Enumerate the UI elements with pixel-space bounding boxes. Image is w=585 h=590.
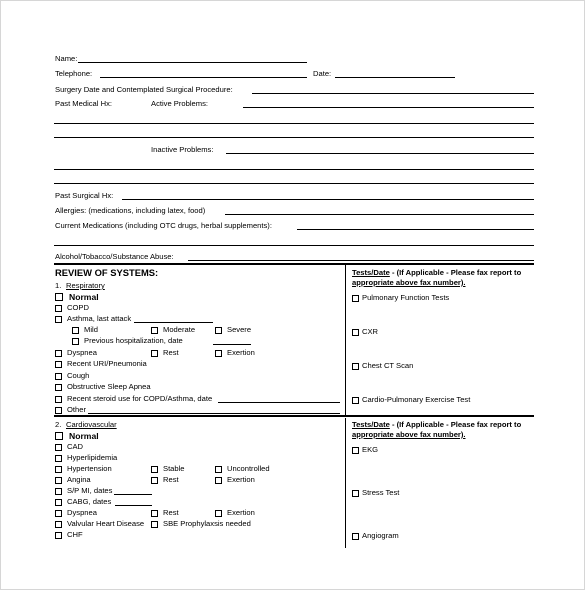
medications-line-2[interactable] bbox=[54, 245, 534, 246]
active-problems-label: Active Problems: bbox=[151, 99, 208, 108]
angina-exertion-label: Exertion bbox=[227, 475, 255, 484]
moderate-checkbox[interactable] bbox=[151, 327, 158, 334]
cabg-label: CABG, dates bbox=[67, 497, 112, 506]
cardio-tests-header-line2: appropriate above fax number). bbox=[352, 430, 466, 439]
chest-ct-checkbox[interactable] bbox=[352, 363, 359, 370]
medications-field[interactable] bbox=[297, 229, 534, 230]
cardio-dyspnea-exertion-checkbox[interactable] bbox=[215, 510, 222, 517]
recent-uri-label: Recent URI/Pneumonia bbox=[67, 359, 147, 368]
ros-title: REVIEW OF SYSTEMS: bbox=[55, 267, 159, 278]
cardio-heading: Cardiovascular bbox=[66, 420, 117, 429]
prev-hosp-label: Previous hospitalization, date bbox=[84, 336, 183, 345]
chf-checkbox[interactable] bbox=[55, 532, 62, 539]
dyspnea-checkbox[interactable] bbox=[55, 350, 62, 357]
cxr-checkbox[interactable] bbox=[352, 329, 359, 336]
inactive-problems-label: Inactive Problems: bbox=[151, 145, 214, 154]
dyspnea-rest-checkbox[interactable] bbox=[151, 350, 158, 357]
cardio-dyspnea-exertion-label: Exertion bbox=[227, 508, 255, 517]
section-rule bbox=[54, 415, 534, 417]
sbe-checkbox[interactable] bbox=[151, 521, 158, 528]
cardio-tests-header bbox=[352, 420, 521, 430]
htn-uncontrolled-label: Uncontrolled bbox=[227, 464, 270, 473]
htn-uncontrolled-checkbox[interactable] bbox=[215, 466, 222, 473]
date-field[interactable] bbox=[335, 77, 455, 78]
name-field[interactable] bbox=[78, 62, 307, 63]
medications-label: Current Medications (including OTC drugs, herbal supplements): bbox=[55, 221, 272, 230]
allergies-label: Allergies: (medications, including latex, food) bbox=[55, 206, 206, 215]
cardio-tests-header-prefix: Tests/Date bbox=[352, 420, 390, 429]
cardio-dyspnea-rest-checkbox[interactable] bbox=[151, 510, 158, 517]
telephone-field[interactable] bbox=[100, 77, 307, 78]
active-problems-line-2[interactable] bbox=[54, 123, 534, 124]
resp-tests-header-note: - (If Applicable - Please fax report to bbox=[389, 268, 522, 277]
column-divider bbox=[345, 265, 346, 415]
resp-tests-header-line2: appropriate above fax number). bbox=[352, 278, 466, 287]
hyperlipidemia-checkbox[interactable] bbox=[55, 455, 62, 462]
asthma-checkbox[interactable] bbox=[55, 316, 62, 323]
chf-label: CHF bbox=[67, 530, 83, 539]
dyspnea-exertion-label: Exertion bbox=[227, 348, 255, 357]
dyspnea-rest-label: Rest bbox=[163, 348, 179, 357]
dyspnea-label: Dyspnea bbox=[67, 348, 97, 357]
severe-checkbox[interactable] bbox=[215, 327, 222, 334]
angiogram-label: Angiogram bbox=[362, 531, 399, 540]
cardio-normal-label: Normal bbox=[69, 431, 99, 441]
cough-checkbox[interactable] bbox=[55, 373, 62, 380]
surgery-field[interactable] bbox=[252, 93, 534, 94]
section-rule bbox=[54, 263, 534, 265]
mild-label: Mild bbox=[84, 325, 98, 334]
recent-uri-checkbox[interactable] bbox=[55, 361, 62, 368]
respiratory-number: 1. bbox=[55, 281, 62, 290]
cardio-dyspnea-label: Dyspnea bbox=[67, 508, 97, 517]
smi-label: S/P MI, dates bbox=[67, 486, 113, 495]
cad-label: CAD bbox=[67, 442, 84, 451]
name-label: Name: bbox=[55, 54, 78, 63]
cardio-dyspnea-checkbox[interactable] bbox=[55, 510, 62, 517]
resp-normal-checkbox[interactable] bbox=[55, 293, 63, 301]
other-label: Other bbox=[67, 405, 86, 414]
allergies-field[interactable] bbox=[225, 214, 534, 215]
cxr-label: CXR bbox=[362, 327, 379, 336]
copd-checkbox[interactable] bbox=[55, 305, 62, 312]
cabg-dates-field[interactable] bbox=[115, 505, 152, 506]
moderate-label: Moderate bbox=[163, 325, 196, 334]
surgery-label: Surgery Date and Contemplated Surgical Procedure: bbox=[55, 85, 233, 94]
cabg-checkbox[interactable] bbox=[55, 499, 62, 506]
hyperlipidemia-label: Hyperlipidemia bbox=[67, 453, 118, 462]
asthma-label: Asthma, last attack bbox=[67, 314, 132, 323]
inactive-problems-field[interactable] bbox=[226, 153, 534, 154]
inactive-problems-line-2[interactable] bbox=[54, 169, 534, 170]
osa-checkbox[interactable] bbox=[55, 384, 62, 391]
cardio-number: 2. bbox=[55, 420, 62, 429]
pmh-label: Past Medical Hx: bbox=[55, 99, 112, 108]
stress-test-checkbox[interactable] bbox=[352, 490, 359, 497]
hypertension-checkbox[interactable] bbox=[55, 466, 62, 473]
steroid-date-field[interactable] bbox=[218, 402, 340, 403]
active-problems-line-3[interactable] bbox=[54, 137, 534, 138]
angina-rest-label: Rest bbox=[163, 475, 179, 484]
cad-checkbox[interactable] bbox=[55, 444, 62, 451]
valvular-label: Valvular Heart Disease bbox=[67, 519, 145, 528]
substance-field[interactable] bbox=[188, 260, 534, 261]
resp-normal-label: Normal bbox=[69, 292, 99, 302]
osa-label: Obstructive Sleep Apnea bbox=[67, 382, 151, 391]
cough-label: Cough bbox=[67, 371, 90, 380]
chest-ct-label: Chest CT Scan bbox=[362, 361, 414, 370]
respiratory-heading: Respiratory bbox=[66, 281, 105, 290]
date-label: Date: bbox=[313, 69, 332, 78]
inactive-problems-line-3[interactable] bbox=[54, 183, 534, 184]
steroid-checkbox[interactable] bbox=[55, 396, 62, 403]
asthma-date-field[interactable] bbox=[134, 322, 213, 323]
smi-checkbox[interactable] bbox=[55, 488, 62, 495]
angina-exertion-checkbox[interactable] bbox=[215, 477, 222, 484]
valvular-checkbox[interactable] bbox=[55, 521, 62, 528]
active-problems-field[interactable] bbox=[243, 107, 534, 108]
telephone-label: Telephone: bbox=[55, 69, 93, 78]
pft-checkbox[interactable] bbox=[352, 295, 359, 302]
prev-hosp-date-field[interactable] bbox=[213, 344, 251, 345]
mild-checkbox[interactable] bbox=[72, 327, 79, 334]
angina-checkbox[interactable] bbox=[55, 477, 62, 484]
resp-tests-header-prefix: Tests/Date bbox=[352, 268, 390, 277]
resp-tests-header bbox=[352, 268, 521, 278]
htn-stable-checkbox[interactable] bbox=[151, 466, 158, 473]
smi-dates-field[interactable] bbox=[114, 494, 152, 495]
cardio-normal-checkbox[interactable] bbox=[55, 432, 63, 440]
dyspnea-exertion-checkbox[interactable] bbox=[215, 350, 222, 357]
psh-label: Past Surgical Hx: bbox=[55, 191, 114, 200]
sbe-label: SBE Prophylaxsis needed bbox=[163, 519, 251, 528]
stress-test-label: Stress Test bbox=[362, 488, 400, 497]
other-checkbox[interactable] bbox=[55, 407, 62, 414]
cardio-dyspnea-rest-label: Rest bbox=[163, 508, 179, 517]
other-field[interactable] bbox=[88, 413, 340, 414]
angina-label: Angina bbox=[67, 475, 91, 484]
prev-hosp-checkbox[interactable] bbox=[72, 338, 79, 345]
ekg-checkbox[interactable] bbox=[352, 447, 359, 454]
htn-stable-label: Stable bbox=[163, 464, 185, 473]
angiogram-checkbox[interactable] bbox=[352, 533, 359, 540]
severe-label: Severe bbox=[227, 325, 252, 334]
cardio-tests-header-note: - (If Applicable - Please fax report to bbox=[389, 420, 522, 429]
steroid-label: Recent steroid use for COPD/Asthma, date bbox=[67, 394, 213, 403]
pft-label: Pulmonary Function Tests bbox=[362, 293, 450, 302]
hypertension-label: Hypertension bbox=[67, 464, 112, 473]
cpet-checkbox[interactable] bbox=[352, 397, 359, 404]
column-divider bbox=[345, 418, 346, 548]
substance-label: Alcohol/Tobacco/Substance Abuse: bbox=[55, 252, 174, 261]
angina-rest-checkbox[interactable] bbox=[151, 477, 158, 484]
copd-label: COPD bbox=[67, 303, 89, 312]
ekg-label: EKG bbox=[362, 445, 379, 454]
cpet-label: Cardio-Pulmonary Exercise Test bbox=[362, 395, 471, 404]
psh-field[interactable] bbox=[122, 199, 534, 200]
